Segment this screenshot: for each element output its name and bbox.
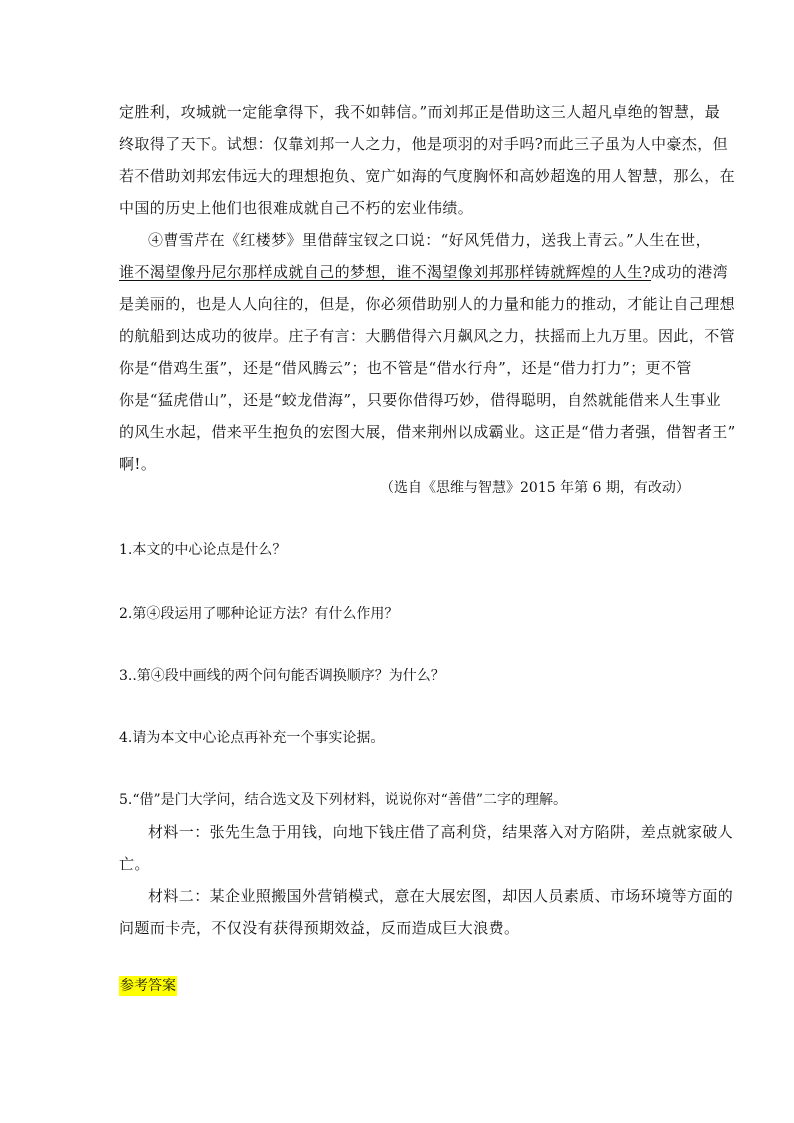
paragraph-4-line-5: 你是“借鸡生蛋”，还是“借风腾云”；也不管是“借水行舟”，还是“借力打力”；更不管 [119,359,692,377]
paragraph-3-line-2: 终取得了天下。试想：仅靠刘邦一人之力，他是项羽的对手吗?而此三子虽为人中豪杰，但 [119,135,729,153]
paragraph-4-line-7: 的风生水起，借来平生抱负的宏图大展，借来荆州以成霸业。这正是“借力者强，借智者王” [119,423,736,441]
paragraph-4-line-8: 啊!。 [119,455,157,473]
question-2: 2.第④段运用了哪种论证方法？有什么作用？ [119,606,399,622]
question-5: 5.“借”是门大学问，结合选文及下列材料，说说你对“善借”二字的理解。 [119,792,567,808]
paragraph-4-line-3: 是美丽的，也是人人向往的，但是，你必须借助别人的力量和能力的推动，才能让自己理想 [119,295,736,313]
source-citation: （选自《思维与智慧》2015 年第 6 期，有改动） [380,480,690,496]
answer-key-label: 参考答案 [120,978,176,994]
paragraph-3-line-1: 定胜利，攻城就一定能拿得下，我不如韩信。”而刘邦正是借助这三人超凡卓绝的智慧，最 [119,103,721,121]
material-2-line-1: 材料二：某企业照搬国外营销模式，意在大展宏图，却因人员素质、市场环境等方面的 [148,887,734,905]
paragraph-3-line-4: 中国的历史上他们也很难成就自己不朽的宏业伟绩。 [119,199,474,217]
paragraph-4-line-2-rest: 成功的港湾 [651,263,729,281]
material-2-line-2: 问题而卡壳，不仅没有获得预期效益，反而造成巨大浪费。 [119,919,520,937]
question-1: 1.本文的中心论点是什么？ [119,542,287,558]
material-1-line-2: 亡。 [119,855,150,873]
underlined-questions: 谁不渴望像丹尼尔那样成就自己的梦想，谁不渴望像刘邦那样铸就辉煌的人生? [119,263,652,281]
paragraph-4-line-4: 的航船到达成功的彼岸。庄子有言：大鹏借得六月飙风之力，扶摇而上九万里。因此，不管 [119,327,736,345]
material-1-line-1: 材料一：张先生急于用钱，向地下钱庄借了高利贷，结果落入对方陷阱，差点就家破人 [148,823,734,841]
paragraph-4-line-2 [119,262,729,282]
paragraph-4-line-6: 你是“猛虎借山”，还是“蛟龙借海”，只要你借得巧妙，借得聪明，自然就能借来人生事业 [119,391,722,409]
question-4: 4.请为本文中心论点再补充一个事实论据。 [119,730,385,746]
paragraph-4-line-1: ④曹雪芹在《红楼梦》里借薛宝钗之口说：“好风凭借力，送我上青云。”人生在世， [148,231,712,249]
question-3: 3..第④段中画线的两个问句能否调换顺序？为什么？ [119,668,445,684]
paragraph-3-line-3: 若不借助刘邦宏伟远大的理想抱负、宽广如海的气度胸怀和高妙超逸的用人智慧，那么，在 [119,167,736,185]
